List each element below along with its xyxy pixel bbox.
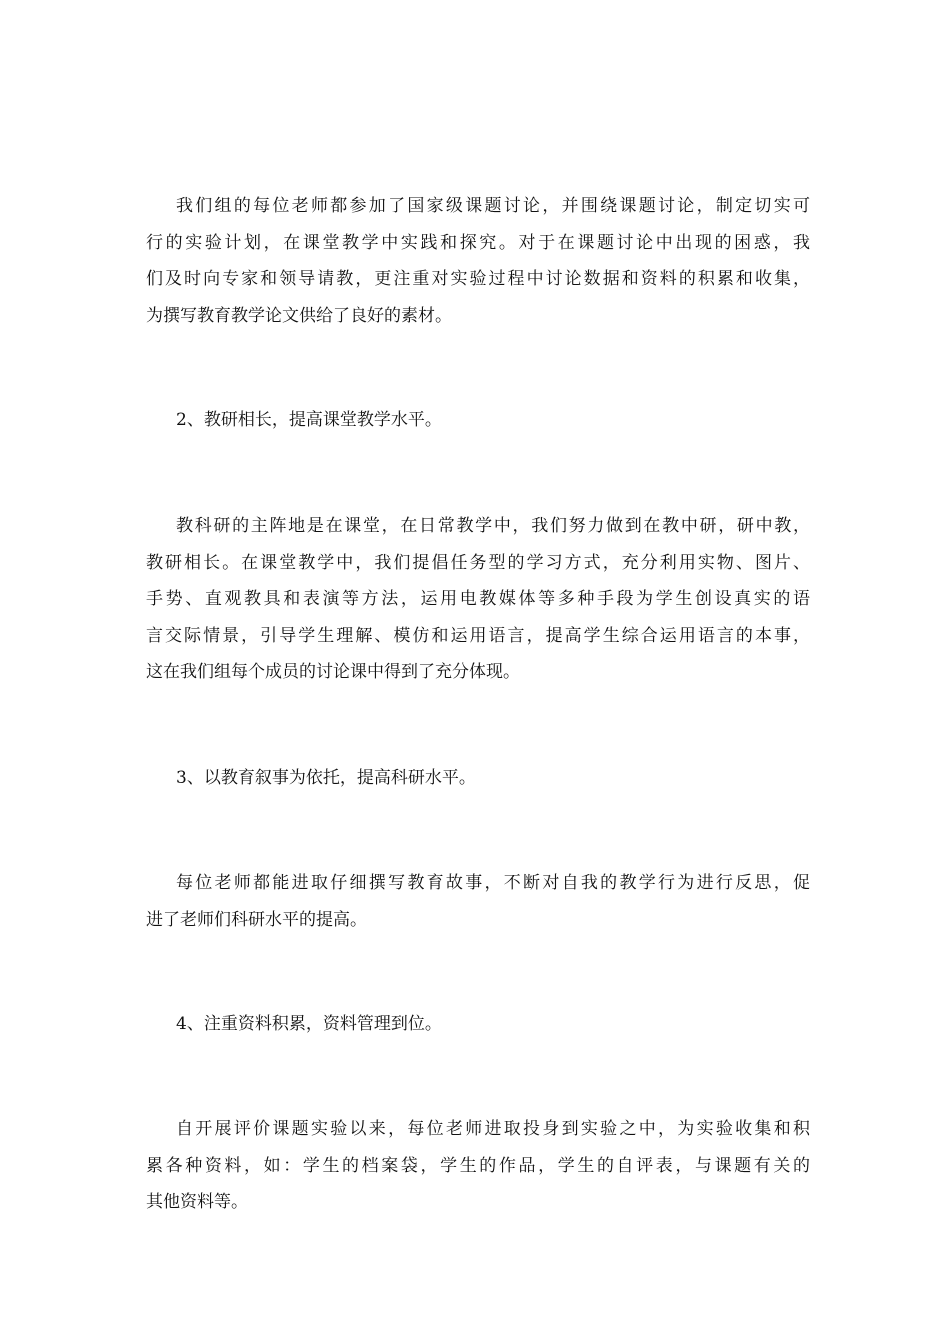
paragraph-line: 教研相长。在课堂教学中，我们提倡任务型的学习方式，充分利用实物、图片、 [146,552,810,573]
paragraph-education-stories [146,865,810,938]
paragraph-research-participation [146,188,810,334]
paragraph-line: 我们组的每位老师都参加了国家级课题讨论，并围绕课题讨论，制定切实可 [176,196,810,216]
heading-text: 2、教研相长，提高课堂教学水平。 [176,410,442,430]
paragraph-material-collection [146,1111,810,1221]
paragraph-line: 言交际情景，引导学生理解、模仿和运用语言，提高学生综合运用语言的本事， [146,625,810,646]
paragraph-line: 每位老师都能进取仔细撰写教育故事，不断对自我的教学行为进行反思，促 [176,873,810,893]
section-heading-4 [146,1006,810,1043]
paragraph-line: 累各种资料，如：学生的档案袋，学生的作品，学生的自评表，与课题有关的 [146,1155,810,1176]
heading-text: 3、以教育叙事为依托，提高科研水平。 [176,768,476,788]
paragraph-line: 为撰写教育教学论文供给了良好的素材。 [146,305,452,326]
paragraph-line: 教科研的主阵地是在课堂，在日常教学中，我们努力做到在教中研，研中教， [176,516,810,536]
paragraph-line: 手势、直观教具和表演等方法，运用电教媒体等多种手段为学生创设真实的语 [146,589,810,609]
paragraph-line: 行的实验计划，在课堂教学中实践和探究。对于在课题讨论中出现的困惑，我 [146,232,810,253]
paragraph-line: 进了老师们科研水平的提高。 [146,909,367,930]
section-heading-2 [146,402,810,439]
paragraph-line: 们及时向专家和领导请教，更注重对实验过程中讨论数据和资料的积累和收集， [146,269,810,289]
paragraph-line: 自开展评价课题实验以来，每位老师进取投身到实验之中，为实验收集和积 [176,1119,810,1139]
section-heading-3 [146,760,810,797]
heading-text: 4、注重资料积累，资料管理到位。 [176,1014,442,1034]
paragraph-classroom-teaching [146,508,810,691]
paragraph-line: 其他资料等。 [146,1192,248,1212]
paragraph-line: 这在我们组每个成员的讨论课中得到了充分体现。 [146,662,520,682]
